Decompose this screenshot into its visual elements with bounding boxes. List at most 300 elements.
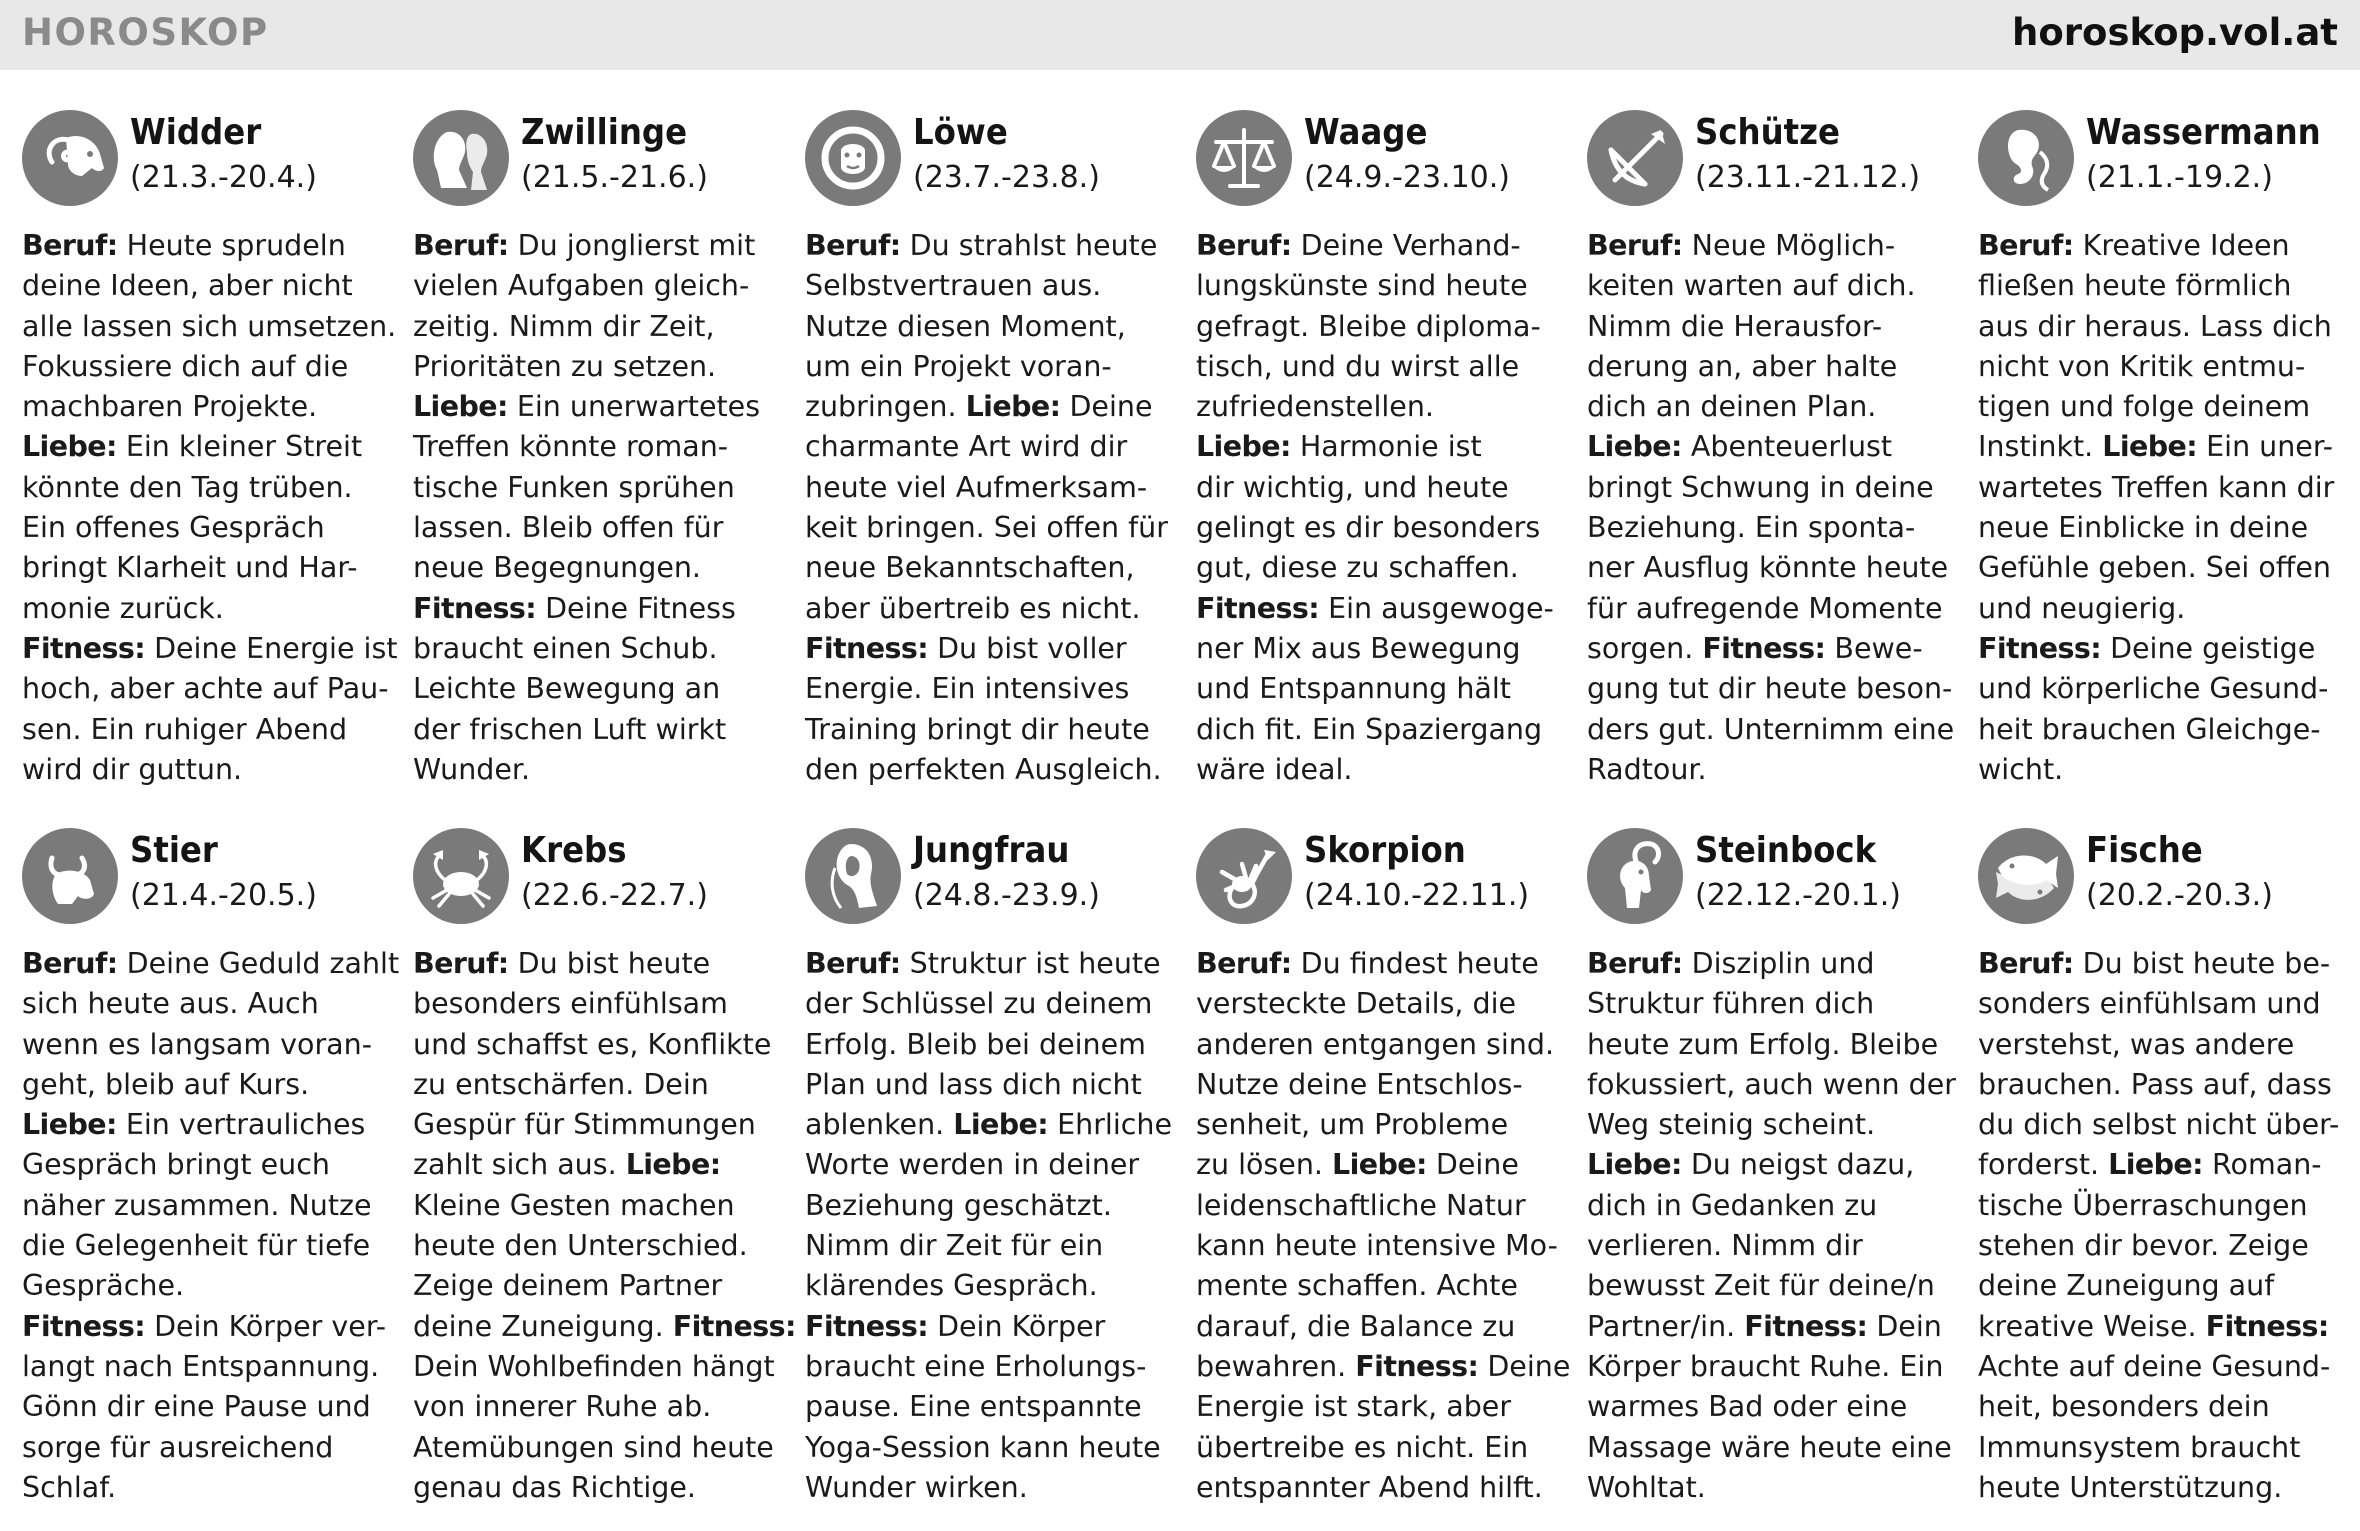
text-line (22, 1145, 384, 1185)
text-line (413, 669, 775, 709)
body-text: forderst. (1978, 1148, 2109, 1182)
text-line (1196, 307, 1558, 347)
category-label: Fitness: (2205, 1309, 2329, 1343)
body-text: gefragt. Bleibe diploma- (1196, 309, 1541, 343)
body-text: neue Bekanntschaften, (805, 551, 1135, 585)
category-label: Beruf: (22, 947, 118, 980)
text-line (805, 266, 1167, 306)
body-text: genau das Richtige. (413, 1470, 696, 1504)
text-line (1978, 266, 2340, 306)
body-text: alle lassen sich umsetzen. (22, 309, 397, 343)
body-text: wird dir guttun. (22, 752, 243, 786)
body-text: und schaffst es, Konflikte (413, 1027, 772, 1061)
text-line (1587, 669, 1953, 709)
sign-card-widder (22, 110, 398, 810)
text-line (413, 1226, 775, 1266)
sign-name: Zwillinge (521, 112, 688, 153)
text-line (1978, 1065, 2340, 1105)
text-line (1196, 1226, 1558, 1266)
virgin-icon (805, 828, 901, 924)
text-line (1978, 1468, 2340, 1508)
body-text: Prioritäten zu setzen. (413, 349, 717, 383)
text-line (1587, 1468, 1949, 1508)
text-line (1978, 548, 2340, 588)
category-label: Fitness: (413, 591, 537, 625)
sign-horoscope-text (22, 226, 398, 790)
body-text: leidenschaftliche Natur (1196, 1188, 1526, 1222)
text-line (22, 1065, 384, 1105)
body-text: Nimm dir Zeit für ein (805, 1229, 1104, 1263)
body-text: verlieren. Nimm dir (1587, 1229, 1863, 1263)
sign-horoscope-text (1978, 944, 2340, 1508)
text-line (413, 984, 775, 1024)
text-line (22, 307, 397, 347)
text-line (805, 944, 1167, 984)
text-line (413, 589, 775, 629)
text-line (1587, 226, 1949, 266)
text-line (1196, 1387, 1558, 1427)
body-text: deine Ideen, aber nicht (22, 269, 353, 303)
text-line (1978, 1226, 2340, 1266)
body-text: dich in Gedanken zu (1587, 1188, 1878, 1222)
text-line (1196, 1266, 1558, 1306)
text-line (1978, 629, 2340, 669)
body-text: Deine (1478, 1349, 1571, 1383)
text-line (413, 1307, 796, 1347)
text-line (22, 1347, 384, 1387)
text-line (1196, 226, 1558, 266)
body-text: gut, diese zu schaffen. (1196, 551, 1519, 585)
text-line (413, 1387, 775, 1427)
text-line (22, 1307, 384, 1347)
body-text: sonders einfühlsam und (1978, 987, 2321, 1021)
category-label: Liebe: (22, 1108, 117, 1142)
text-line (22, 669, 389, 709)
lion-icon (805, 110, 901, 206)
text-line (1978, 347, 2340, 387)
text-line (1196, 589, 1558, 629)
body-text: stehen dir bevor. Zeige (1978, 1229, 2309, 1263)
text-line (22, 1186, 384, 1226)
bull-icon (22, 828, 118, 924)
sign-dates: (23.11.-21.12.) (1695, 160, 1921, 195)
body-text: neue Einblicke in deine (1978, 511, 2309, 545)
text-line (22, 710, 384, 750)
body-text: Zeige deinem Partner (413, 1269, 723, 1303)
body-text: bewahren. (1196, 1349, 1356, 1383)
body-text: Deine Verhand- (1291, 229, 1521, 262)
body-text: senheit, um Probleme (1196, 1108, 1509, 1142)
text-line (1978, 468, 2340, 508)
text-line (1978, 1186, 2340, 1226)
text-line (1978, 1266, 2340, 1306)
text-line (413, 266, 775, 306)
body-text: tische Funken sprühen (413, 470, 735, 504)
sign-dates: (23.7.-23.8.) (913, 160, 1100, 195)
text-line (805, 1065, 1167, 1105)
text-line (1587, 1387, 1949, 1427)
sign-card-wassermann (1978, 110, 2348, 810)
text-line (1587, 387, 1949, 427)
text-line (805, 1145, 1167, 1185)
body-text: Du bist heute (508, 947, 711, 980)
text-line (413, 468, 775, 508)
body-text: Ein ausgewoge- (1319, 591, 1554, 625)
category-label: Beruf: (805, 229, 901, 262)
text-line (1978, 427, 2340, 467)
text-line (1978, 387, 2340, 427)
text-line (1587, 1025, 1949, 1065)
text-line (1196, 984, 1558, 1024)
body-text: ner Ausflug könnte heute (1587, 551, 1949, 585)
body-text: der frischen Luft wirkt (413, 712, 727, 746)
body-text: zubringen. (805, 390, 966, 424)
text-line (22, 944, 400, 984)
category-label: Beruf: (22, 229, 118, 262)
body-text: braucht einen Schub. (413, 631, 718, 665)
text-line (1978, 508, 2340, 548)
body-text: ders gut. Unternimm eine (1587, 712, 1955, 746)
text-line (1196, 944, 1558, 984)
body-text: Struktur ist heute (900, 947, 1161, 980)
body-text: bringt Schwung in deine (1587, 470, 1934, 504)
body-text: Gespräche. (22, 1269, 185, 1303)
text-line (805, 307, 1167, 347)
body-text: sich heute aus. Auch (22, 987, 319, 1021)
text-line (1978, 1307, 2340, 1347)
sign-name: Löwe (913, 112, 1008, 153)
text-line (1196, 1145, 1558, 1185)
text-line (22, 1428, 384, 1468)
sign-name: Schütze (1695, 112, 1840, 153)
body-text: aber übertreib es nicht. (805, 591, 1141, 625)
text-line (1978, 1428, 2340, 1468)
text-line (805, 1468, 1167, 1508)
text-line (1196, 1307, 1558, 1347)
body-text: machbaren Projekte. (22, 390, 318, 424)
text-line (1587, 307, 1949, 347)
text-line (413, 1428, 775, 1468)
sign-dates: (22.12.-20.1.) (1695, 878, 1901, 913)
text-line (413, 427, 775, 467)
text-line (1587, 984, 1949, 1024)
body-text: Plan und lass dich nicht (805, 1067, 1142, 1101)
text-line (805, 387, 1167, 427)
text-line (1196, 427, 1558, 467)
category-label: Liebe: (625, 1148, 721, 1182)
body-text: nicht von Kritik entmu- (1978, 349, 2306, 383)
body-text: wäre ideal. (1196, 752, 1353, 786)
sign-name: Wassermann (2086, 112, 2321, 153)
body-text: Beziehung. Ein sponta- (1587, 511, 1916, 545)
body-text: Ein offenes Gespräch (22, 511, 325, 545)
body-text: klärendes Gespräch. (805, 1269, 1098, 1303)
body-text: lungskünste sind heute (1196, 269, 1528, 303)
water-bearer-icon (1978, 110, 2074, 206)
sign-card-fische (1978, 828, 2348, 1528)
text-line (1978, 1105, 2340, 1145)
sign-name: Fische (2086, 830, 2203, 871)
text-line (805, 750, 1167, 790)
body-text: Kleine Gesten machen (413, 1188, 735, 1222)
text-line (1587, 944, 1949, 984)
sign-name: Waage (1304, 112, 1428, 153)
body-text: Treffen könnte roman- (413, 430, 729, 464)
body-text: Ein kleiner Streit (116, 430, 363, 464)
text-line (1196, 468, 1558, 508)
category-label: Beruf: (1196, 947, 1292, 980)
body-text: derung an, aber halte (1587, 349, 1898, 383)
body-text: Ein vertrauliches (116, 1108, 366, 1142)
sign-name: Skorpion (1304, 830, 1466, 871)
sign-dates: (22.6.-22.7.) (521, 878, 708, 913)
text-line (22, 1387, 384, 1427)
sign-dates: (21.1.-19.2.) (2086, 160, 2273, 195)
text-line (1587, 1347, 1949, 1387)
text-line (22, 387, 384, 427)
body-text: neue Begegnungen. (413, 551, 701, 585)
sign-card-schütze (1587, 110, 1957, 810)
text-line (1587, 1105, 1949, 1145)
body-text: Achte auf deine Gesund- (1978, 1349, 2331, 1383)
category-label: Beruf: (1978, 947, 2074, 980)
body-text: Deine (1060, 390, 1153, 424)
body-text: Deine (1426, 1148, 1519, 1182)
text-line (1587, 1145, 1949, 1185)
text-line (22, 1025, 384, 1065)
text-line (1196, 669, 1558, 709)
body-text: Weg steinig scheint. (1587, 1108, 1876, 1142)
body-text: Ein unerwartetes (507, 390, 761, 424)
body-text: Deine Fitness (536, 591, 736, 625)
text-line (805, 669, 1167, 709)
text-line (22, 1468, 384, 1508)
text-line (413, 1025, 775, 1065)
text-line (1978, 1347, 2340, 1387)
sign-card-stier (22, 828, 400, 1528)
text-line (805, 1307, 1167, 1347)
text-line (22, 226, 384, 266)
body-text: die Gelegenheit für tiefe (22, 1229, 371, 1263)
body-text: Gespür für Stimmungen (413, 1108, 756, 1142)
text-line (413, 1266, 775, 1306)
category-label: Beruf: (413, 947, 509, 980)
body-text: keit bringen. Sei offen für (805, 511, 1168, 545)
category-label: Liebe: (1587, 430, 1682, 464)
body-text: Du strahlst heute (900, 229, 1158, 262)
category-label: Liebe: (1332, 1148, 1427, 1182)
text-line (1196, 347, 1558, 387)
sign-card-jungfrau (805, 828, 1175, 1528)
text-line (1978, 589, 2340, 629)
sign-name: Steinbock (1695, 830, 1877, 871)
text-line (1978, 710, 2340, 750)
text-line (1196, 1065, 1558, 1105)
text-line (413, 1186, 775, 1226)
body-text: gelingt es dir besonders (1196, 511, 1541, 545)
text-line (1587, 347, 1949, 387)
body-text: Ehrliche (1048, 1108, 1173, 1142)
body-text: Du findest heute (1291, 947, 1539, 980)
category-label: Liebe: (1587, 1148, 1682, 1182)
body-text: Leichte Bewegung an (413, 672, 721, 706)
text-line (1196, 266, 1558, 306)
body-text: du dich selbst nicht über- (1978, 1108, 2340, 1142)
text-line (22, 589, 384, 629)
body-text: Wunder. (413, 752, 531, 786)
text-line (1587, 548, 1949, 588)
body-text: wenn es langsam voran- (22, 1027, 372, 1061)
body-text: vielen Aufgaben gleich- (413, 269, 750, 303)
sign-card-krebs (413, 828, 796, 1528)
category-label: Fitness: (22, 631, 146, 665)
body-text: tische Überraschungen (1978, 1188, 2308, 1222)
body-text: Gefühle geben. Sei offen (1978, 551, 2331, 585)
category-label: Fitness: (805, 631, 929, 665)
body-text: Wunder wirken. (805, 1470, 1028, 1504)
sign-dates: (21.5.-21.6.) (521, 160, 708, 195)
body-text: zu lösen. (1196, 1148, 1333, 1182)
text-line (413, 347, 775, 387)
text-line (1587, 1226, 1949, 1266)
ram-icon (22, 110, 118, 206)
text-line (413, 629, 775, 669)
text-line (805, 548, 1167, 588)
category-label: Beruf: (413, 229, 509, 262)
text-line (1978, 1025, 2340, 1065)
body-text: Energie. Ein intensives (805, 672, 1130, 706)
sign-name: Stier (130, 830, 218, 871)
text-line (1587, 629, 1949, 669)
body-text: Training bringt dir heute (805, 712, 1150, 746)
category-label: Fitness: (22, 1309, 146, 1343)
category-label: Liebe: (1196, 430, 1291, 464)
text-line (413, 548, 775, 588)
text-line (1196, 750, 1558, 790)
text-line (1196, 1468, 1558, 1508)
body-text: Du jonglierst mit (508, 229, 756, 262)
body-text: bewusst Zeit für deine/n (1587, 1269, 1935, 1303)
body-text: heute zum Erfolg. Bleibe (1587, 1027, 1939, 1061)
text-line (1587, 1428, 1952, 1468)
body-text: und neugierig. (1978, 591, 2186, 625)
text-line (1978, 669, 2340, 709)
body-text: Atemübungen sind heute (413, 1430, 774, 1464)
category-label: Liebe: (965, 390, 1061, 424)
text-line (22, 508, 384, 548)
text-line (22, 1226, 384, 1266)
text-line (413, 508, 775, 548)
page-title: HOROSKOP (22, 11, 269, 54)
text-line (1196, 548, 1558, 588)
body-text: anderen entgangen sind. (1196, 1027, 1555, 1061)
text-line (1587, 468, 1949, 508)
text-line (805, 1266, 1167, 1306)
category-label: Beruf: (1587, 947, 1683, 980)
body-text: Gönn dir eine Pause und (22, 1390, 371, 1424)
body-text: Wohltat. (1587, 1470, 1706, 1504)
body-text: dich fit. Ein Spaziergang (1196, 712, 1543, 746)
body-text: Energie ist stark, aber (1196, 1390, 1512, 1424)
body-text: bringt Klarheit und Har- (22, 551, 358, 585)
sign-name: Jungfrau (913, 830, 1070, 871)
body-text: Du bist heute be- (2073, 947, 2331, 980)
sign-horoscope-text (22, 944, 400, 1508)
body-text: dich an deinen Plan. (1587, 390, 1877, 424)
body-text: Yoga-Session kann heute (805, 1430, 1161, 1464)
sign-card-löwe (805, 110, 1175, 810)
body-text: Erfolg. Bleib bei deinem (805, 1027, 1146, 1061)
text-line (805, 1105, 1173, 1145)
body-text: zeitig. Nimm dir Zeit, (413, 309, 715, 343)
text-line (1978, 307, 2340, 347)
text-line (1587, 750, 1949, 790)
text-line (22, 427, 384, 467)
text-line (22, 266, 384, 306)
text-line (1587, 710, 1955, 750)
body-text: Deine Geduld zahlt (117, 947, 400, 980)
body-text: braucht eine Erholungs- (805, 1349, 1147, 1383)
scorpion-icon (1196, 828, 1292, 924)
sign-horoscope-text (805, 226, 1167, 790)
body-text: für aufregende Momente (1587, 591, 1943, 625)
body-text: deine Zuneigung auf (1978, 1269, 2275, 1303)
body-text: wartetes Treffen kann dir (1978, 470, 2335, 504)
body-text: Kreative Ideen (2073, 229, 2290, 262)
body-text: und körperliche Gesund- (1978, 672, 2329, 706)
body-text: heute den Unterschied. (413, 1229, 748, 1263)
body-text: Nutze deine Entschlos- (1196, 1067, 1523, 1101)
body-text: Gespräch bringt euch (22, 1148, 330, 1182)
fish-icon (1978, 828, 2074, 924)
text-line (805, 347, 1167, 387)
text-line (805, 629, 1167, 669)
body-text: monie zurück. (22, 591, 224, 625)
body-text: Bewe- (1825, 631, 1923, 665)
body-text: heute viel Aufmerksam- (805, 470, 1148, 504)
text-line (1587, 589, 1949, 629)
sign-horoscope-text (805, 944, 1173, 1508)
body-text: Du neigst dazu, (1681, 1148, 1915, 1182)
text-line (805, 710, 1167, 750)
body-text: zufriedenstellen. (1196, 390, 1434, 424)
sign-dates: (24.9.-23.10.) (1304, 160, 1510, 195)
text-line (1587, 508, 1949, 548)
text-line (805, 508, 1167, 548)
body-text: zu entschärfen. Dein (413, 1067, 709, 1101)
body-text: näher zusammen. Nutze (22, 1188, 372, 1222)
text-line (1196, 1025, 1558, 1065)
body-text: Schlaf. (22, 1470, 117, 1504)
body-text: ablenken. (805, 1108, 954, 1142)
category-label: Fitness: (1355, 1349, 1479, 1383)
sign-horoscope-text (1587, 226, 1955, 790)
category-label: Fitness: (805, 1309, 929, 1343)
text-line (1587, 427, 1949, 467)
body-text: heit brauchen Gleichge- (1978, 712, 2321, 746)
ibex-icon (1587, 828, 1683, 924)
text-line (1587, 1186, 1949, 1226)
site-url[interactable]: horoskop.vol.at (2012, 11, 2338, 54)
text-line (805, 1387, 1167, 1427)
text-line (22, 750, 384, 790)
text-line (1978, 984, 2340, 1024)
body-text: Ein uner- (2197, 430, 2334, 464)
body-text: besonders einfühlsam (413, 987, 728, 1021)
category-label: Beruf: (1587, 229, 1683, 262)
text-line (22, 1266, 384, 1306)
text-line (22, 984, 384, 1024)
